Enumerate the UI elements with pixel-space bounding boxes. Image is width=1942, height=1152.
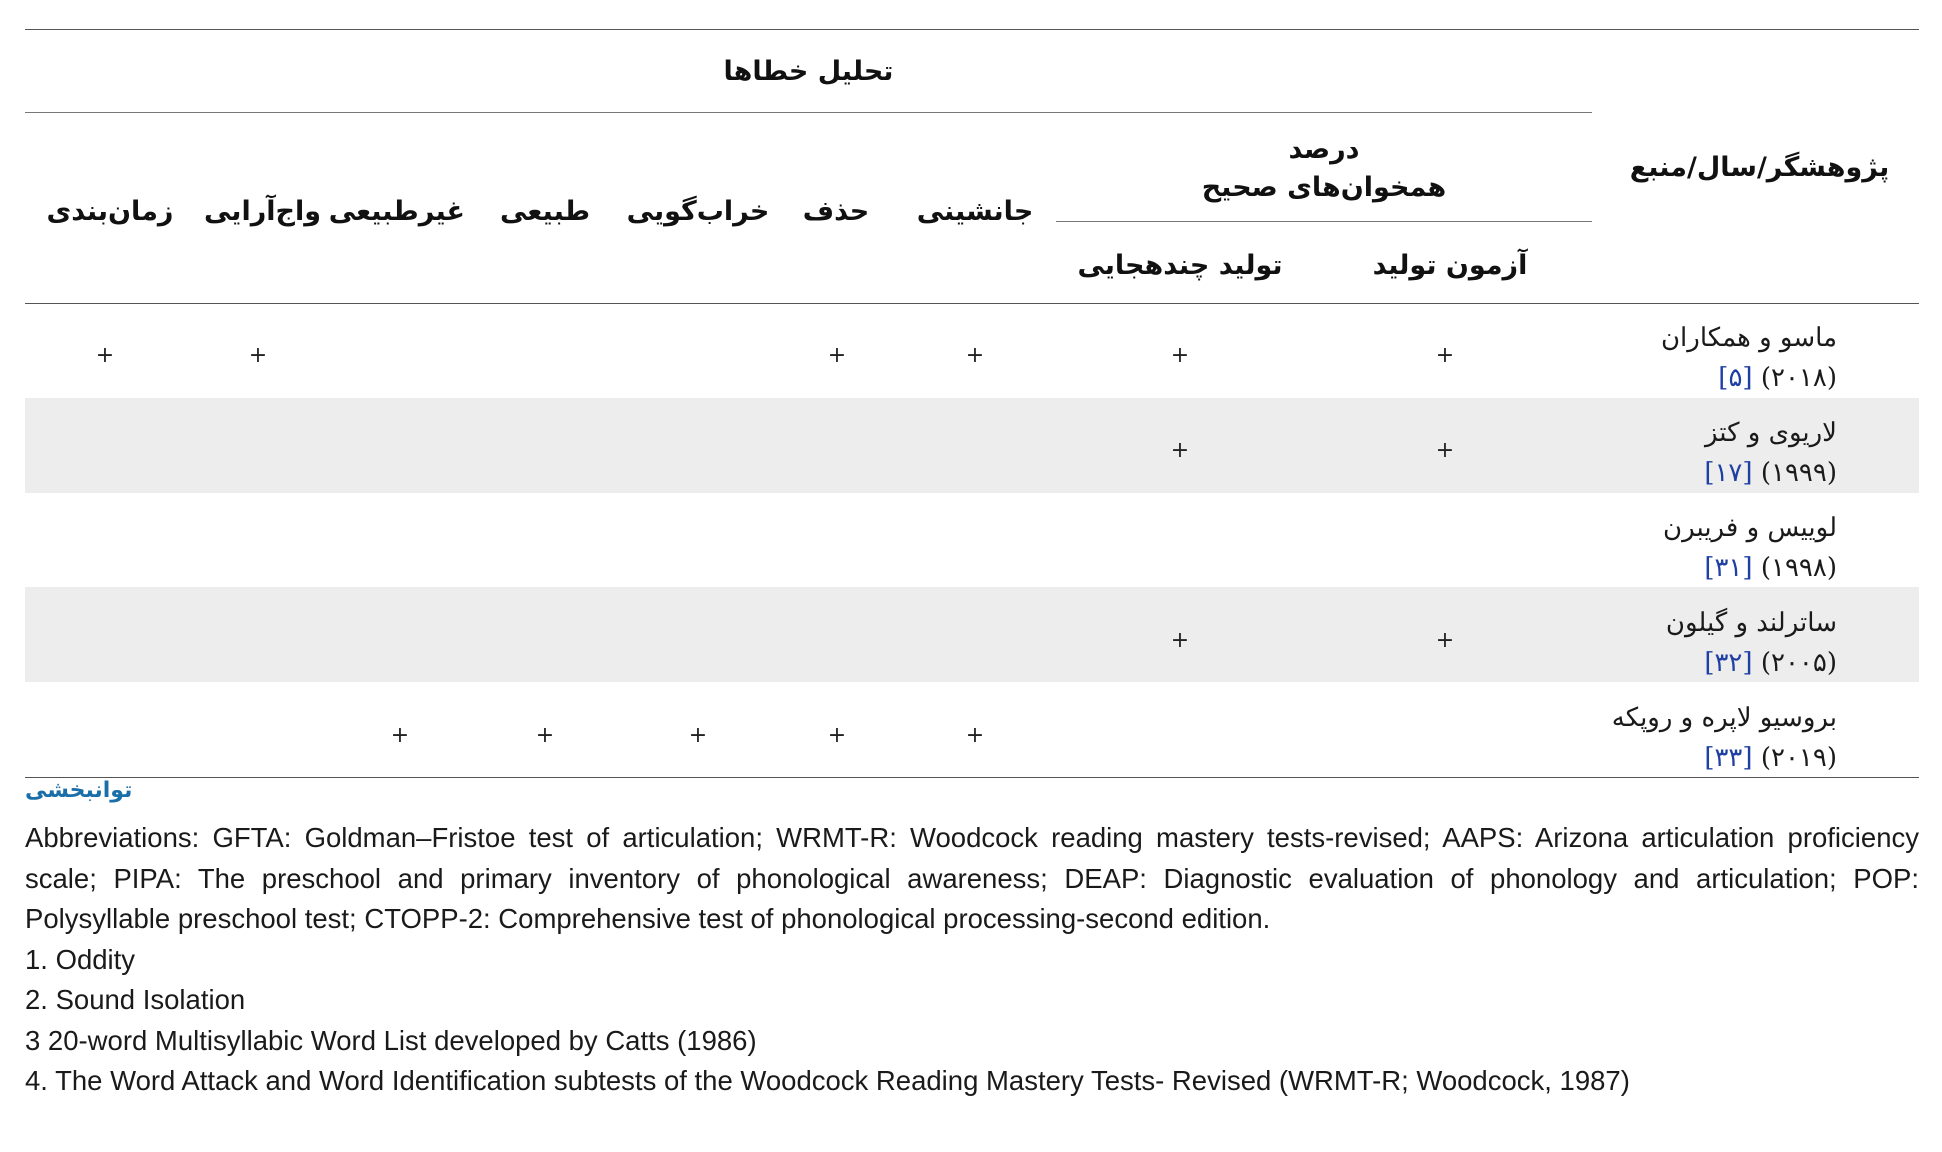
table-row-researcher [1577, 413, 1837, 493]
mark-production-test: + [1435, 343, 1455, 368]
footnote-item: 1. Oddity [25, 943, 136, 975]
citation-ref-link[interactable]: [۳۱] [1704, 553, 1753, 583]
header-percent-line1: درصد [1288, 134, 1360, 165]
header-atypical: غیرطبیعی [328, 196, 465, 227]
mark-substitution: + [965, 343, 985, 368]
mark-multisyllabic: + [1170, 628, 1190, 653]
researcher-name: لوییس و فریبرن [1663, 513, 1837, 543]
header-multisyllabic: تولید چندهجایی [1077, 250, 1283, 281]
citation-ref-link[interactable]: [۵] [1718, 363, 1753, 393]
citation-year: (۱۹۹۸) [1760, 553, 1837, 583]
header-phonotactics: واج‌آرایی [203, 196, 321, 227]
header-percent-line2: همخوان‌های صحیح [1201, 172, 1447, 203]
citation-ref-link[interactable]: [۳۲] [1704, 648, 1753, 678]
mark-phonotactics: + [248, 343, 268, 368]
citation-ref-link[interactable]: [۳۳] [1704, 743, 1753, 773]
citation-year: (۱۹۹۹) [1760, 458, 1837, 488]
researcher-citation [1577, 548, 1837, 588]
footnote-item: 4. The Word Attack and Word Identification subtests of the Woodcock Reading Mastery Tests- Revised (WRMT-R; Woodcock, 1987) [25, 1065, 1630, 1096]
header-substitution: جانشینی [916, 196, 1034, 227]
error-analysis-underline [25, 112, 1592, 113]
mark-multisyllabic: + [1170, 438, 1190, 463]
mark-production-test: + [1435, 628, 1455, 653]
citation-year: (۲۰۱۸) [1760, 363, 1837, 393]
mark-atypical: + [390, 723, 410, 748]
table-row-researcher [1577, 603, 1837, 683]
header-distortion: خراب‌گویی [626, 196, 770, 227]
table-top-rule [25, 29, 1919, 30]
mark-substitution: + [965, 723, 985, 748]
abbreviations-note: Abbreviations: GFTA: Goldman–Fristoe test of articulation; WRMT-R: Woodcock reading mastery tests-revised; AAPS: Arizona articulation proficiency scale; PIPA: The preschool and primary inventory of phonological awareness; DEAP: Diagnostic evaluation of phonology and articulation; POP: Polysyllable preschool test; CTOPP-2: Comprehensive test of phonological processing-second edition. [25, 822, 1919, 934]
header-researcher: پژوهشگر/سال/منبع [1629, 152, 1890, 183]
mark-multisyllabic: + [1170, 343, 1190, 368]
header-deletion: حذف [802, 196, 870, 227]
mark-typical: + [535, 723, 555, 748]
researcher-citation [1577, 453, 1837, 493]
mark-deletion: + [827, 343, 847, 368]
table-row-researcher [1577, 698, 1837, 778]
header-timing: زمان‌بندی [46, 196, 174, 227]
table-bottom-rule [25, 777, 1919, 778]
mark-timing: + [95, 343, 115, 368]
table-row-researcher [1577, 318, 1837, 398]
researcher-name: ساترلند و گیلون [1665, 608, 1837, 638]
header-bottom-rule [25, 303, 1919, 304]
mark-production-test: + [1435, 438, 1455, 463]
researcher-citation [1577, 358, 1837, 398]
researcher-name: ماسو و همکاران [1660, 323, 1837, 353]
citation-ref-link[interactable]: [۱۷] [1704, 458, 1753, 488]
mark-distortion: + [688, 723, 708, 748]
researcher-citation [1577, 643, 1837, 683]
percent-group-underline [1056, 221, 1592, 222]
researcher-name: لاریوی و کتز [1704, 418, 1837, 448]
header-error-analysis: تحلیل خطاها [723, 56, 894, 87]
footnote-item: 3 20-word Multisyllabic Word List developed by Catts (1986) [25, 1024, 757, 1056]
header-typical: طبیعی [499, 196, 591, 227]
header-production-test: آزمون تولید [1372, 250, 1528, 281]
footnote-item: 2. Sound Isolation [25, 984, 246, 1015]
mark-deletion: + [827, 723, 847, 748]
researcher-name: بروسیو لاپره و روپکه [1611, 703, 1837, 733]
researcher-citation [1577, 738, 1837, 778]
notes-title: توانبخشی [25, 778, 133, 803]
citation-year: (۲۰۱۹) [1760, 743, 1837, 773]
table-row-researcher [1577, 508, 1837, 588]
citation-year: (۲۰۰۵) [1760, 648, 1837, 678]
table-notes [25, 818, 1919, 1102]
